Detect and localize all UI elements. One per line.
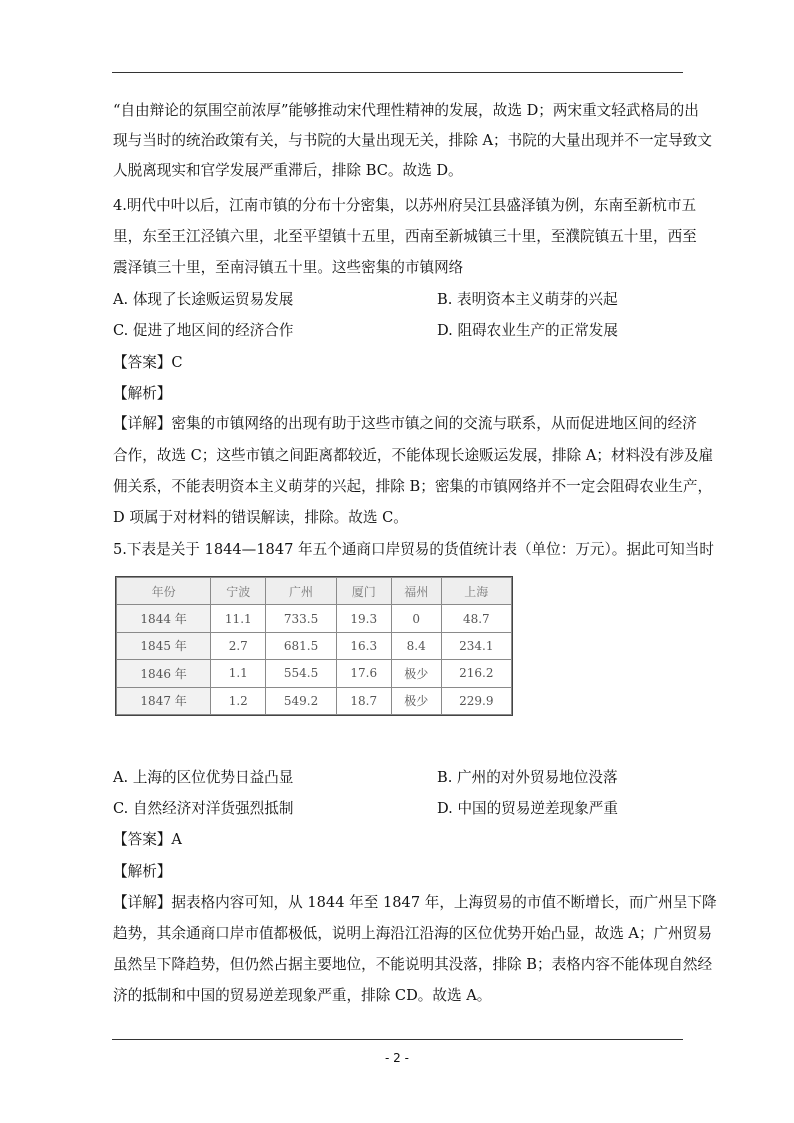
trade-value-table xyxy=(116,577,512,715)
table-header-cell: 宁波 xyxy=(211,578,266,605)
q5-detail-line: 趋势，其余通商口岸市值都极低，说明上海沿江沿海的区位优势开始凸显，故选 A；广州贸易 xyxy=(113,925,712,942)
table-header-cell: 年份 xyxy=(117,578,211,605)
table-cell: 549.2 xyxy=(266,687,336,714)
q5-detail-line: 虽然呈下降趋势，但仍然占据主要地位，不能说明其没落，排除 B；表格内容不能体现自然经 xyxy=(113,956,713,973)
table-row xyxy=(117,660,512,687)
question-4-stem: 震泽镇三十里，至南浔镇五十里。这些密集的市镇网络 xyxy=(113,259,464,276)
table-cell: 2.7 xyxy=(211,632,266,659)
table-cell: 1845 年 xyxy=(117,632,211,659)
table-cell: 1844 年 xyxy=(117,605,211,632)
q5-analysis-heading: 【解析】 xyxy=(113,863,172,880)
table-row xyxy=(117,687,512,714)
page-number: - 2 - xyxy=(385,1051,409,1065)
table-cell: 18.7 xyxy=(336,687,391,714)
q5-detail-line: 【详解】据表格内容可知，从 1844 年至 1847 年，上海贸易的市值不断增长，而广州呈下降 xyxy=(113,894,717,911)
text-line: 现与当时的统治政策有关，与书院的大量出现无关，排除 A；书院的大量出现并不一定导致文 xyxy=(113,132,712,149)
table-header-cell: 上海 xyxy=(441,578,511,605)
q4-option-d: D. 阻碍农业生产的正常发展 xyxy=(437,322,618,339)
text-line: 人脱离现实和官学发展严重滞后，排除 BC。故选 D。 xyxy=(113,162,463,179)
table-header-row xyxy=(117,578,512,605)
table-cell: 229.9 xyxy=(441,687,511,714)
question-4-stem: 4.明代中叶以后，江南市镇的分布十分密集，以苏州府吴江县盛泽镇为例，东南至新杭市五 xyxy=(113,197,697,214)
table-cell: 234.1 xyxy=(441,632,511,659)
table-cell: 1846 年 xyxy=(117,660,211,687)
table-header-cell: 厦门 xyxy=(336,578,391,605)
q4-detail-line: 佣关系，不能表明资本主义萌芽的兴起，排除 B；密集的市镇网络并不一定会阻碍农业生产， xyxy=(113,478,713,495)
question-5-stem: 5.下表是关于 1844—1847 年五个通商口岸贸易的货值统计表（单位：万元）。据此可知当时 xyxy=(113,541,714,558)
q4-option-b: B. 表明资本主义萌芽的兴起 xyxy=(437,291,618,308)
table-row xyxy=(117,632,512,659)
table-cell: 极少 xyxy=(391,660,441,687)
q5-option-a: A. 上海的区位优势日益凸显 xyxy=(113,769,294,786)
text-line: “自由辩论的氛围空前浓厚”能够推动宋代理性精神的发展，故选 D；两宋重文轻武格局的出 xyxy=(113,102,699,119)
table-cell: 19.3 xyxy=(336,605,391,632)
table-cell: 216.2 xyxy=(441,660,511,687)
table-cell: 1847 年 xyxy=(117,687,211,714)
q5-detail-line: 济的抵制和中国的贸易逆差现象严重，排除 CD。故选 A。 xyxy=(113,987,492,1004)
table-cell: 8.4 xyxy=(391,632,441,659)
footer-rule xyxy=(112,1039,683,1040)
q4-analysis-heading: 【解析】 xyxy=(113,385,172,402)
q4-option-a: A. 体现了长途贩运贸易发展 xyxy=(113,291,294,308)
q5-option-c: C. 自然经济对洋货强烈抵制 xyxy=(113,800,294,817)
table-cell: 48.7 xyxy=(441,605,511,632)
table-header-cell: 广州 xyxy=(266,578,336,605)
q4-detail-line: 【详解】密集的市镇网络的出现有助于这些市镇之间的交流与联系，从而促进地区间的经济 xyxy=(113,415,697,432)
table-header-cell: 福州 xyxy=(391,578,441,605)
table-cell: 17.6 xyxy=(336,660,391,687)
table-cell: 极少 xyxy=(391,687,441,714)
question-4-stem: 里，东至王江泾镇六里，北至平望镇十五里，西南至新城镇三十里，至濮院镇五十里，西至 xyxy=(113,228,697,245)
table-cell: 733.5 xyxy=(266,605,336,632)
table-cell: 681.5 xyxy=(266,632,336,659)
table-cell: 1.2 xyxy=(211,687,266,714)
table-cell: 554.5 xyxy=(266,660,336,687)
q4-option-c: C. 促进了地区间的经济合作 xyxy=(113,322,294,339)
table-cell: 16.3 xyxy=(336,632,391,659)
q4-detail-line: D 项属于对材料的错误解读，排除。故选 C。 xyxy=(113,509,408,526)
q5-option-d: D. 中国的贸易逆差现象严重 xyxy=(437,800,618,817)
q4-detail-line: 合作，故选 C；这些市镇之间距离都较近，不能体现长途贩运发展，排除 A；材料没有涉及雇 xyxy=(113,447,714,464)
q5-option-b: B. 广州的对外贸易地位没落 xyxy=(437,769,618,786)
table-row xyxy=(117,605,512,632)
q4-answer: 【答案】C xyxy=(113,354,183,371)
table-cell: 11.1 xyxy=(211,605,266,632)
table-cell: 1.1 xyxy=(211,660,266,687)
header-rule xyxy=(112,72,683,73)
q5-answer: 【答案】A xyxy=(113,831,182,848)
table-cell: 0 xyxy=(391,605,441,632)
